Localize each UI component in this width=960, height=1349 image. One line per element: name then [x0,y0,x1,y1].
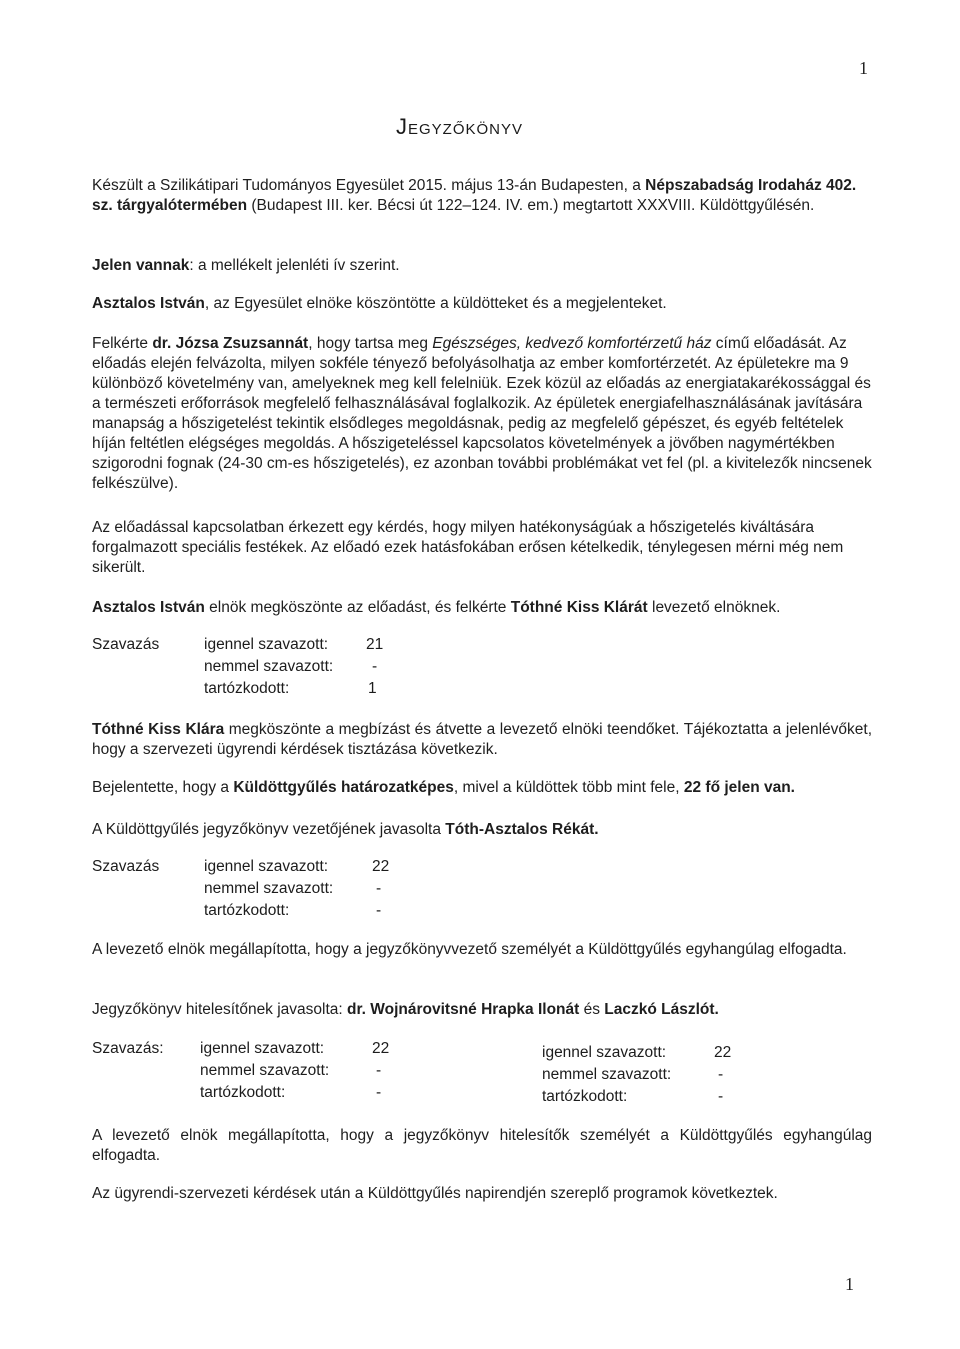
chair-paragraph [92,720,872,760]
thanks-text-b: elnök megköszönte az előadást, és felkérte [204,599,511,616]
present-paragraph [92,256,872,276]
lecture-text-a: Felkérte [92,335,153,352]
vote-abstain-value: - [376,1084,382,1101]
quorum-paragraph [92,778,872,798]
quorum-bold-b: Küldöttgyűlés határozatképes [233,779,454,796]
page-number-bottom: 1 [845,1274,854,1294]
lecture-title: Egészséges, kedvező komfortérzetű ház [432,335,712,352]
greeting-name: Asztalos István [92,295,205,312]
vote-yes-label: igennel szavazott: [204,636,329,653]
vote-abstain-label-2: tartózkodott: [542,1088,628,1105]
recorder-text: A Küldöttgyűlés jegyzőkönyv vezetőjének javasolta [92,821,446,838]
recorder-accept-paragraph: A levezető elnök megállapította, hogy a jegyzőkönyvvezető személyét a Küldöttgyűlés egyhangúlag elfogadta. [92,941,847,958]
chair-name: Tóthné Kiss Klára [92,721,225,738]
vote-no-value-2: - [718,1066,724,1083]
intro-text-a: Készült a Szilikátipari Tudományos Egyesület 2015. május 13-án Budapesten, a [92,177,646,194]
vote-yes-label-2: igennel szavazott: [542,1044,667,1061]
vote-no-value: - [372,658,378,675]
lecture-text-e: című előadását. Az előadás elején felvázolta, milyen sokféle tényező befolyásolhatja az ember komfortérzetét. Az épületekre ma 9 különböző követelmény van, amelyeknek meg kell felelniük. Ezek közül az előadás az energiatakarékossággal és a természeti erőforrások megfelelő felhasználásával foglalkozik. Az épületek energiafelhasználásának javítására manapság a hőszigetelést tekintik elsődleges megoldásnak, pedig az megfelelő gépészet, és egyéb feltételek híján feltétlen elégséges megoldás. A hőszigeteléssel kapcsolatos követelmények a jövőben nagymértékben szigorodni fognak (24-30 cm-es hőszigetelés), ez azonban további problémákat vet fel (pl. a kivitelezők nincsenek felkészülve). [92,335,872,492]
vote-abstain-label: tartózkodott: [200,1084,286,1101]
vote-abstain-value: 1 [368,680,377,697]
recorder-paragraph [92,820,872,840]
thanks-name-c: Tóthné Kiss Klárát [510,599,648,616]
vote-label: Szavazás [92,636,160,653]
closing-paragraph: Az ügyrendi-szervezeti kérdések után a Küldöttgyűlés napirendjén szereplő programok következtek. [92,1185,778,1202]
thanks-text-d: levezető elnöknek. [647,599,781,616]
auth-name-2: Laczkó Lászlót. [604,1001,719,1018]
lecture-text-c: , hogy tartsa meg [308,335,433,352]
vote-no-value: - [376,1062,382,1079]
document-title: Jegyzőkönyv [396,114,524,139]
authenticators-paragraph [92,1000,872,1020]
vote-no-value: - [376,880,382,897]
intro-venue: Népszabadság Irodaház 402. sz. tárgyalótermében [92,177,857,214]
greeting-text: , az Egyesület elnöke köszöntötte a küldötteket és a megjelenteket. [204,295,667,312]
recorder-name: Tóth-Asztalos Rékát. [445,821,599,838]
page-number-top: 1 [859,58,868,78]
chair-text: megköszönte a megbízást és átvette a levezető elnöki teendőket. Tájékoztatta a jelenlévőket, hogy a szervezeti ügyrendi kérdések tisztázása következik. [92,721,873,758]
present-text: : a mellékelt jelenléti ív szerint. [189,257,400,274]
lecture-paragraph [92,334,872,494]
vote-no-label: nemmel szavazott: [204,658,334,675]
auth-name-1: dr. Wojnárovitsné Hrapka Ilonát [347,1001,580,1018]
vote-yes-value: 22 [372,858,390,875]
vote-yes-value-2: 22 [714,1044,732,1061]
vote-no-label: nemmel szavazott: [200,1062,330,1079]
vote-abstain-value-2: - [718,1088,724,1105]
vote-label: Szavazás [92,858,160,875]
vote-no-label-2: nemmel szavazott: [542,1066,672,1083]
intro-text-c: (Budapest III. ker. Bécsi út 122–124. IV. em.) megtartott XXXVIII. Küldöttgyűlésén. [247,197,815,214]
greeting-paragraph [92,294,872,314]
vote-yes-label: igennel szavazott: [200,1040,325,1057]
intro-paragraph [92,176,872,216]
vote-abstain-label: tartózkodott: [204,680,290,697]
vote-yes-value: 21 [366,636,384,653]
vote-yes-label: igennel szavazott: [204,858,329,875]
quorum-text-a: Bejelentette, hogy a [92,779,234,796]
vote-yes-value: 22 [372,1040,390,1057]
quorum-text-c: , mivel a küldöttek több mint fele, [453,779,684,796]
vote-abstain-label: tartózkodott: [204,902,290,919]
auth-accept-paragraph: A levezető elnök megállapította, hogy a jegyzőkönyv hitelesítők személyét a Küldöttgyűlés egyhangúlag elfogadta. [92,1127,872,1164]
auth-text-c: és [579,1001,605,1018]
lecturer-name: dr. Józsa Zsuzsannát [152,335,309,352]
thanks-name-a: Asztalos István [92,599,205,616]
vote-label: Szavazás: [92,1040,164,1057]
auth-text-a: Jegyzőkönyv hitelesítőnek javasolta: [92,1001,348,1018]
vote-abstain-value: - [376,902,382,919]
quorum-bold-d: 22 fő jelen van. [683,779,795,796]
question-paragraph: Az előadással kapcsolatban érkezett egy kérdés, hogy milyen hatékonyságúak a hőszigetelés kiváltására forgalmazott speciális festékek. Az előadó ezek hatásfokában erősen kételkedik, ténylegesen mérni még nem sikerült. [92,519,844,576]
vote-no-label: nemmel szavazott: [204,880,334,897]
thanks-paragraph [92,598,872,618]
present-label: Jelen vannak [92,257,190,274]
